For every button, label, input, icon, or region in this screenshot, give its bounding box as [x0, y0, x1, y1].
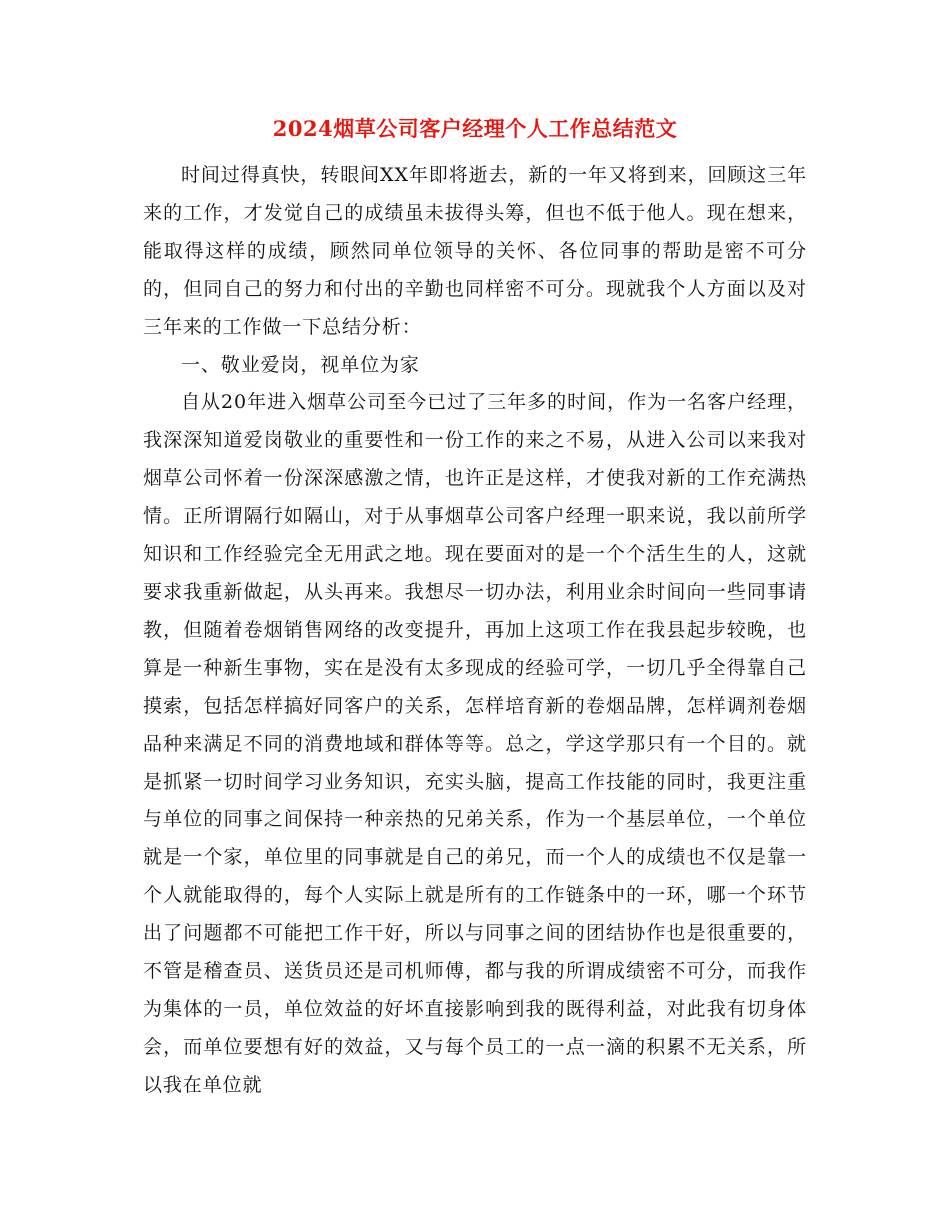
paragraph-intro: 时间过得真快，转眼间XX年即将逝去，新的一年又将到来，回顾这三年来的工作，才发觉自己的成绩虽未拔得头筹，但也不低于他人。现在想来，能取得这样的成绩，顾然同单位领导的关怀、各位同事的帮助是密不可分的，但同自己的努力和付出的辛勤也同样密不可分。现就我个人方面以及对三年来的工作做一下总结分析： — [143, 164, 807, 338]
document-body — [143, 157, 807, 1105]
document-title: 2024烟草公司客户经理个人工作总结范文 — [272, 116, 678, 141]
paragraph-section-1: 自从20年进入烟草公司至今已过了三年多的时间，作为一名客户经理，我深深知道爱岗敬业的重要性和一份工作的来之不易，从进入公司以来我对烟草公司怀着一份深深感激之情，也许正是这样，才使我对新的工作充满热情。正所谓隔行如隔山，对于从事烟草公司客户经理一职来说，我以前所学知识和工作经验完全无用武之地。现在要面对的是一个个活生生的人，这就要求我重新做起，从头再来。我想尽一切办法，利用业余时间向一些同事请教，但随着卷烟销售网络的改变提升，再加上这项工作在我县起步较晚，也算是一种新生事物，实在是没有太多现成的经验可学，一切几乎全得靠自己摸索，包括怎样搞好同客户的关系，怎样培育新的卷烟品牌，怎样调剂卷烟品种来满足不同的消费地域和群体等等。总之，学这学那只有一个目的。就是抓紧一切时间学习业务知识，充实头脑，提高工作技能的同时，我更注重与单位的同事之间保持一种亲热的兄弟关系，作为一个基层单位，一个单位就是一个家，单位里的同事就是自己的弟兄，而一个人的成绩也不仅是靠一个人就能取得的，每个人实际上就是所有的工作链条中的一环，哪一个环节出了问题都不可能把工作干好，所以与同事之间的团结协作也是很重要的，不管是稽查员、送货员还是司机师傅，都与我的所谓成绩密不可分，而我作为集体的一员，单位效益的好坏直接影响到我的既得利益，对此我有切身体会，而单位要想有好的效益，又与每个员工的一点一滴的积累不无关系，所以我在单位就 — [143, 391, 807, 1096]
section-heading-1: 一、敬业爱岗，视单位为家 — [181, 353, 420, 376]
